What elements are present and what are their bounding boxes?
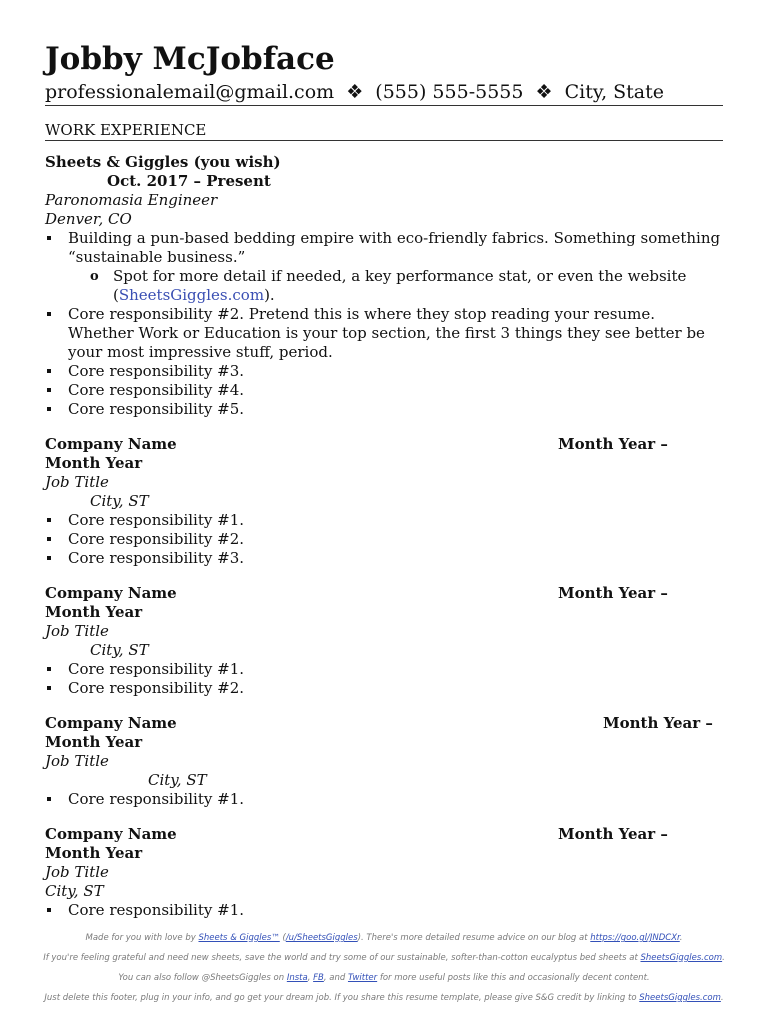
location: City, State [564,81,665,103]
responsibility-list [45,660,723,698]
job-title: Paronomasia Engineer [45,191,218,209]
job-title: Job Title [45,863,109,881]
candidate-name: Jobby McJobface [45,41,335,77]
job-entry [45,714,723,809]
website-link[interactable]: SheetsGiggles.com [640,953,723,963]
job-title: Job Title [45,473,109,491]
list-item: Core responsibility #3. [45,549,723,568]
facebook-link[interactable]: FB [313,973,324,983]
website-link[interactable]: SheetsGiggles.com [639,993,721,1003]
footer-text: Made for you with love by [85,933,199,943]
footer-text: Just delete this footer, plug in your info, and go get your dream job. If you share this resume template, please give S&G credit by linking to [44,993,640,1003]
section-title-work-experience: WORK EXPERIENCE [45,120,723,141]
email: professionalemail@gmail.com [45,81,335,103]
footer-text: . [720,993,724,1003]
sub-list-item [45,267,723,305]
contact-line [45,80,723,106]
twitter-link[interactable]: Twitter [347,973,378,983]
company-name: Company Name [45,584,177,602]
list-item: Core responsibility #1. [45,660,723,679]
company-name: Sheets & Giggles (you wish) [45,153,281,171]
list-item: Core responsibility #1. [45,790,723,809]
instagram-link[interactable]: Insta [286,973,308,983]
list-item: Core responsibility #5. [45,400,723,419]
job-entry [45,153,723,419]
website-link[interactable]: SheetsGiggles.com [118,286,265,304]
job-title: Job Title [45,622,109,640]
responsibility-list [45,790,723,809]
job-location: City, ST [90,492,149,510]
company-name: Company Name [45,825,177,843]
date-range: Oct. 2017 – Present [107,172,271,190]
job-header-row [45,714,723,733]
footer-line-4 [0,988,768,1008]
list-item [45,229,723,305]
footer-text: , and [323,973,348,983]
date-start: Month Year – [558,435,668,453]
job-entry [45,584,723,698]
date-end: Month Year [45,733,143,751]
footer-text: ( [279,933,286,943]
job-location: City, ST [148,771,207,789]
job-header-row [45,435,723,454]
brand-link[interactable]: Sheets & Giggles™ [198,933,280,943]
separator-icon: ❖ [535,81,553,103]
footer-line-1 [0,928,768,948]
job-location: Denver, CO [45,210,132,228]
list-item: Core responsibility #2. [45,679,723,698]
company-name: Company Name [45,714,177,732]
job-location: City, ST [90,641,149,659]
list-item: Core responsibility #2. Pretend this is where they stop reading your resume. Whether Work or Education is your top section, the first 3 things they see better be your most impressive stuff, period. [45,305,723,362]
blog-link[interactable]: https://goo.gl/JNDCXr [590,933,680,943]
footer-text: You can also follow @SheetsGiggles on [118,973,287,983]
date-end: Month Year [45,603,143,621]
responsibility-list [45,229,723,419]
responsibility-list [45,511,723,568]
bullet-text: Building a pun-based bedding empire with eco-friendly fabrics. Something something “sustainable business.” [68,229,721,266]
phone: (555) 555-5555 [375,81,524,103]
company-name: Company Name [45,435,177,453]
list-item: Core responsibility #4. [45,381,723,400]
list-item: Core responsibility #1. [45,901,723,920]
footer-line-3 [0,968,768,988]
footer-text: , [307,973,314,983]
list-item: Core responsibility #1. [45,511,723,530]
job-location: City, ST [45,882,104,900]
footer-text: . [722,953,725,963]
reddit-link[interactable]: /u/SheetsGiggles [285,933,358,943]
job-header-row [45,825,723,844]
footer-text: ). There's more detailed resume advice on our blog at [357,933,591,943]
job-header-row [45,584,723,603]
date-start: Month Year – [558,825,668,843]
list-item: Core responsibility #2. [45,530,723,549]
job-title: Job Title [45,752,109,770]
resume-page [45,38,723,920]
sub-list [45,267,723,305]
footer-line-2 [0,948,768,968]
job-entry [45,435,723,568]
responsibility-list [45,901,723,920]
sub-text-end: ). [264,286,275,304]
sub-text: Spot for more detail if needed, a key performance stat, or even the website ( [113,267,687,304]
footer-text: for more useful posts like this and occasionally decent content. [377,973,650,983]
date-end: Month Year [45,454,143,472]
date-end: Month Year [45,844,143,862]
footer-text: If you're feeling grateful and need new sheets, save the world and try some of our sustainable, softer-than-cotton eucalyptus bed sheets at [43,953,641,963]
footer-text: . [679,933,683,943]
date-start: Month Year – [558,584,668,602]
separator-icon: ❖ [346,81,364,103]
date-start: Month Year – [603,714,713,732]
job-entry [45,825,723,920]
list-item: Core responsibility #3. [45,362,723,381]
footer [0,928,768,1008]
